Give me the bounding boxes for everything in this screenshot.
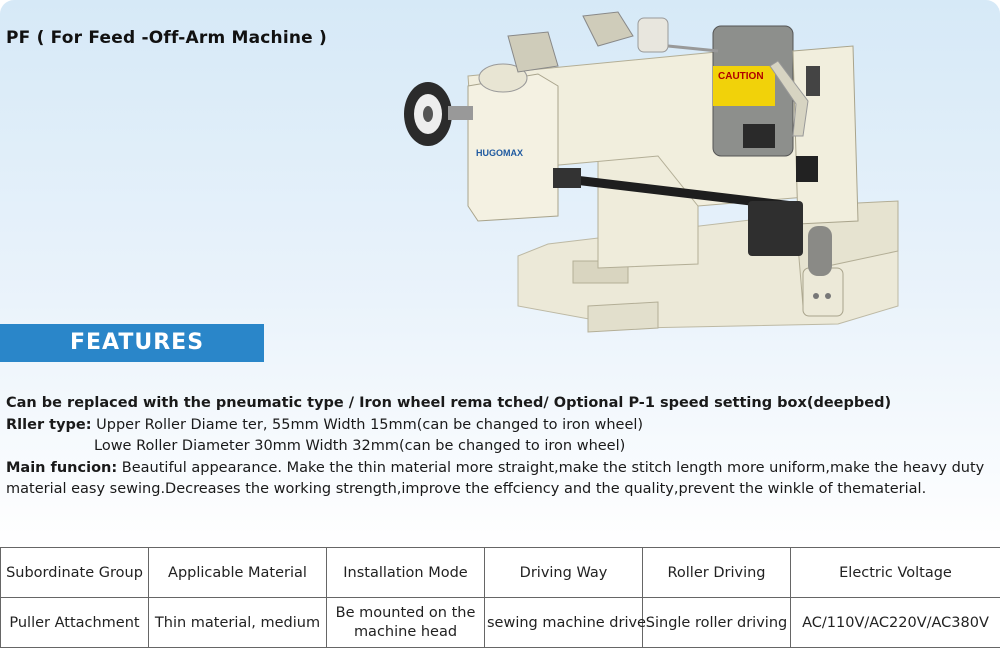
roller-type-label: Rller type:: [6, 416, 92, 433]
table-header-cell: Roller Driving: [643, 548, 791, 598]
main-function-text: Beautiful appearance. Make the thin material more straight,make the stitch length more uniform,make the heavy duty material easy sewing.Decreases the working strength,improve the effciency and the quality,prevent the winkle of thematerial.: [6, 459, 985, 497]
table-cell: AC/110V/AC220V/AC380V: [791, 598, 1000, 648]
table-cell: Thin material, medium: [149, 598, 327, 648]
spec-table: [0, 547, 1000, 648]
table-cell: Be mounted on the machine head: [327, 598, 485, 648]
table-header-cell: Subordinate Group: [1, 548, 149, 598]
table-header-cell: Installation Mode: [327, 548, 485, 598]
description-block: [6, 393, 991, 501]
sewing-machine-image: [398, 6, 908, 338]
page-title: PF ( For Feed -Off-Arm Machine ): [6, 28, 327, 48]
features-heading-bar: [0, 324, 264, 362]
features-heading: FEATURES: [70, 330, 205, 355]
caution-label: CAUTION: [718, 71, 764, 82]
roller-upper-text: Upper Roller Diame ter, 55mm Width 15mm(can be changed to iron wheel): [91, 416, 644, 433]
table-row: [1, 598, 1000, 648]
table-header-cell: Electric Voltage: [791, 548, 1000, 598]
table-cell: sewing machine drive: [485, 598, 643, 648]
table-header-cell: Driving Way: [485, 548, 643, 598]
description-line-1: Can be replaced with the pneumatic type / Iron wheel rema tched/ Optional P-1 speed setting box(deepbed): [6, 395, 892, 411]
main-function-paragraph: [6, 458, 991, 501]
brand-label: HUGOMAX: [476, 148, 523, 158]
main-function-label: Main funcion:: [6, 459, 118, 476]
table-cell: Puller Attachment: [1, 598, 149, 648]
roller-type-line: [6, 415, 991, 437]
roller-lower-text: Lowe Roller Diameter 30mm Width 32mm(can be changed to iron wheel): [94, 438, 626, 454]
table-header-row: [1, 548, 1000, 598]
table-cell: Single roller driving: [643, 598, 791, 648]
table-header-cell: Applicable Material: [149, 548, 327, 598]
